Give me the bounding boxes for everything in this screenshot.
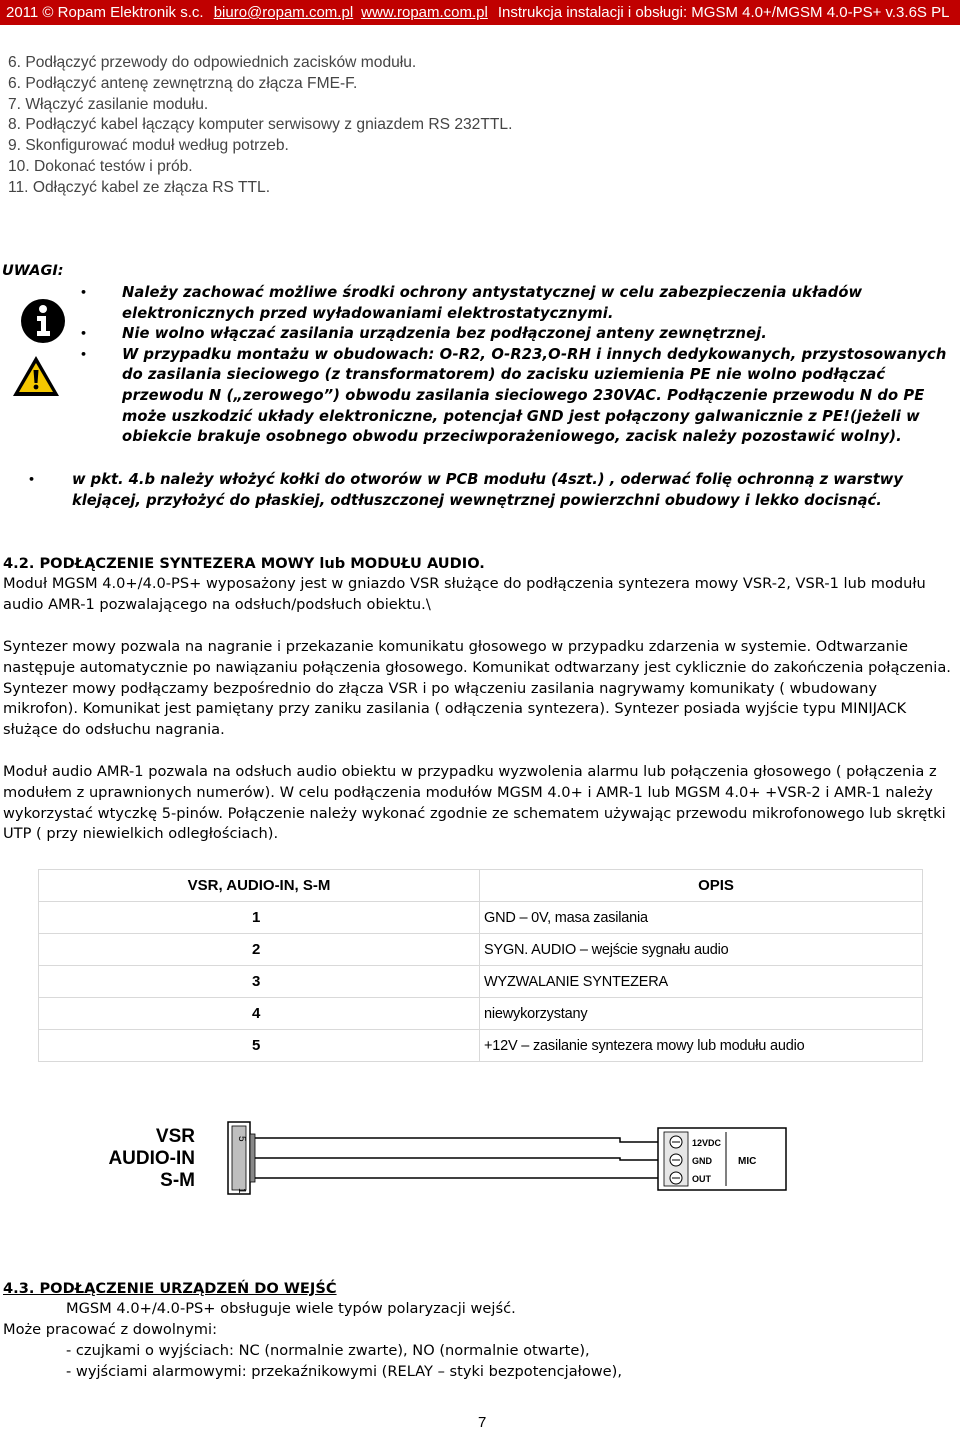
diagram-label: S-M <box>160 1170 195 1191</box>
pin-label: 5 <box>236 1136 247 1142</box>
paragraph: Moduł audio AMR-1 pozwala na odsłuch audio obiektu w przypadku wyzwolenia alarmu lub połączenia głosowego ( połączenia z modułem z uprawnionych numerów). W celu podłączenia modułów MGSM 4.0+ i AMR-1 lub MGSM 4.0+ +VSR-2 i AMR-1 należy wykorzystać wtyczkę 5-pinów. Połączenie należy wykonać zgodnie ze schematem używając przewodu mikrofonowego lub skrętki UTP ( przy niewielkich odległościach). <box>3 763 946 843</box>
bullet: • <box>80 286 88 299</box>
diagram-label: AUDIO-IN <box>108 1148 195 1169</box>
pin-number: 4 <box>39 998 480 1030</box>
header-copyright: 2011 © Ropam Elektronik s.c. <box>6 4 208 21</box>
list-item: - czujkami o wyjściach: NC (normalnie zwarte), NO (normalnie otwarte), <box>66 1342 590 1359</box>
pin-description: WYZWALANIE SYNTEZERA <box>480 966 923 998</box>
warning-icon <box>12 355 60 397</box>
column-header: OPIS <box>480 870 923 902</box>
table-row <box>39 966 923 998</box>
note-item <box>80 283 952 324</box>
table-row <box>39 998 923 1030</box>
terminal-label: 12VDC <box>692 1138 722 1148</box>
list-item: - wyjściami alarmowymi: przekaźnikowymi (RELAY – styki bezpotencjałowe), <box>66 1363 622 1380</box>
notes-label: UWAGI: <box>2 263 64 279</box>
column-header: VSR, AUDIO-IN, S-M <box>39 870 480 902</box>
pin-description: niewykorzystany <box>480 998 923 1030</box>
table-row <box>39 1030 923 1062</box>
pin-table <box>38 869 923 1062</box>
table-row <box>39 934 923 966</box>
pin-description: SYGN. AUDIO – wejście sygnału audio <box>480 934 923 966</box>
email-link[interactable]: biuro@ropam.com.pl <box>213 4 354 21</box>
step-item: 6. Podłączyć przewody do odpowiednich zacisków modułu. <box>8 54 417 71</box>
note-text: Nie wolno włączać zasilania urządzenia bez podłączonej anteny zewnętrznej. <box>122 325 767 343</box>
website-link[interactable]: www.ropam.com.pl <box>361 4 488 21</box>
note-item <box>80 345 952 448</box>
terminal-block <box>658 1128 786 1190</box>
wires <box>255 1138 665 1178</box>
document-title: Instrukcja instalacji i obsługi: MGSM 4.0+/MGSM 4.0-PS+ v.3.6S PL <box>497 4 950 21</box>
note-item-mounting <box>28 470 952 511</box>
note-text: W przypadku montażu w obudowach: O-R2, O-R23,O-RH i innych dedykowanych, przystosowanych do zasilania sieciowego (z transformatorem) do zacisku uziemienia PE nie wolno podłączać przewodu N („zerowego”) obwodu zasilania sieciowego 230VAC. Podłączenie przewodu N do PE może uszkodzić układy elektroniczne, potencjał GND jest połączony galwanicznie z PE!(jeżeli w obiekcie brakuje osobnego obwodu przeciwporażeniowego, zacisk należy pozostawić wolny). <box>122 345 947 446</box>
section-title: 4.3. PODŁĄCZENIE URZĄDZEŃ DO WEJŚĆ <box>3 1280 337 1297</box>
mic-label: MIC <box>738 1156 757 1167</box>
wiring-diagram <box>100 1118 800 1208</box>
five-pin-connector <box>228 1122 255 1194</box>
paragraph: MGSM 4.0+/4.0-PS+ obsługuje wiele typów polaryzacji wejść. <box>66 1300 516 1317</box>
paragraph: Syntezer mowy pozwala na nagranie i przekazanie komunikatu głosowego w przypadku zdarzenia w systemie. Odtwarzanie następuje automatycznie po nawiązaniu połączenia głosowego. Komunikat odtwarzany jest cyklicznie do zakończenia połączenia. Syntezer mowy podłączamy bezpośrednio do złącza VSR i po włączeniu zasilania nagrywamy komunikaty ( wbudowany mikrofon). Komunikat jest pamiętany przy zaniku zasilania ( odłączenia syntezera). Syntezer posiada wyjście typu MINIJACK służące do odsłuchu nagrania. <box>3 638 951 739</box>
terminal-label: OUT <box>692 1174 711 1184</box>
step-item: 10. Dokonać testów i prób. <box>8 157 193 175</box>
pin-label: 1 <box>236 1188 247 1194</box>
bullet: • <box>28 473 36 486</box>
step-item: 7. Włączyć zasilanie modułu. <box>8 95 209 113</box>
pin-number: 5 <box>39 1030 480 1062</box>
paragraph: Może pracować z dowolnymi: <box>3 1321 217 1338</box>
pin-description: +12V – zasilanie syntezera mowy lub modułu audio <box>480 1030 923 1062</box>
step-item: 11. Odłączyć kabel ze złącza RS TTL. <box>8 178 271 196</box>
note-text: w pkt. 4.b należy włożyć kołki do otworów w PCB modułu (4szt.) , oderwać folię ochronną z warstwy klejącej, przyłożyć do płaskiej, odtłuszczonej wewnętrznej powierzchni obudowy i lekko docisnąć. <box>72 471 903 509</box>
info-icon <box>20 298 66 344</box>
terminal-label: GND <box>692 1156 712 1166</box>
bullet: • <box>80 327 88 341</box>
note-text: Należy zachować możliwe środki ochrony antystatycznej w celu zabezpieczenia układów elektronicznych przed wyładowaniami elektrostatycznymi. <box>122 284 863 322</box>
pin-number: 1 <box>39 902 480 934</box>
steps-list <box>8 53 512 199</box>
table-header-row <box>39 870 923 902</box>
page-number: 7 <box>478 1414 487 1431</box>
pin-number: 3 <box>39 966 480 998</box>
table-row <box>39 902 923 934</box>
step-item: 6. Podłączyć antenę zewnętrzną do złącza FME-F. <box>8 74 358 92</box>
note-item <box>80 324 952 345</box>
step-item: 8. Podłączyć kabel łączący komputer serwisowy z gniazdem RS 232TTL. <box>8 116 513 134</box>
diagram-label: VSR <box>155 1126 195 1147</box>
notes-list <box>80 283 952 448</box>
bullet: • <box>80 347 88 361</box>
paragraph: Moduł MGSM 4.0+/4.0-PS+ wyposażony jest w gniazdo VSR służące do podłączenia syntezera mowy VSR-2, VSR-1 lub modułu audio AMR-1 pozwalającego na odsłuch/podsłuch obiektu.\ <box>3 575 926 613</box>
pin-description: GND – 0V, masa zasilania <box>480 902 923 934</box>
page-header <box>0 0 960 25</box>
step-item: 9. Skonfigurować moduł według potrzeb. <box>8 137 289 155</box>
section-title: 4.2. PODŁĄCZENIE SYNTEZERA MOWY lub MODUŁU AUDIO. <box>3 555 485 572</box>
pin-number: 2 <box>39 934 480 966</box>
